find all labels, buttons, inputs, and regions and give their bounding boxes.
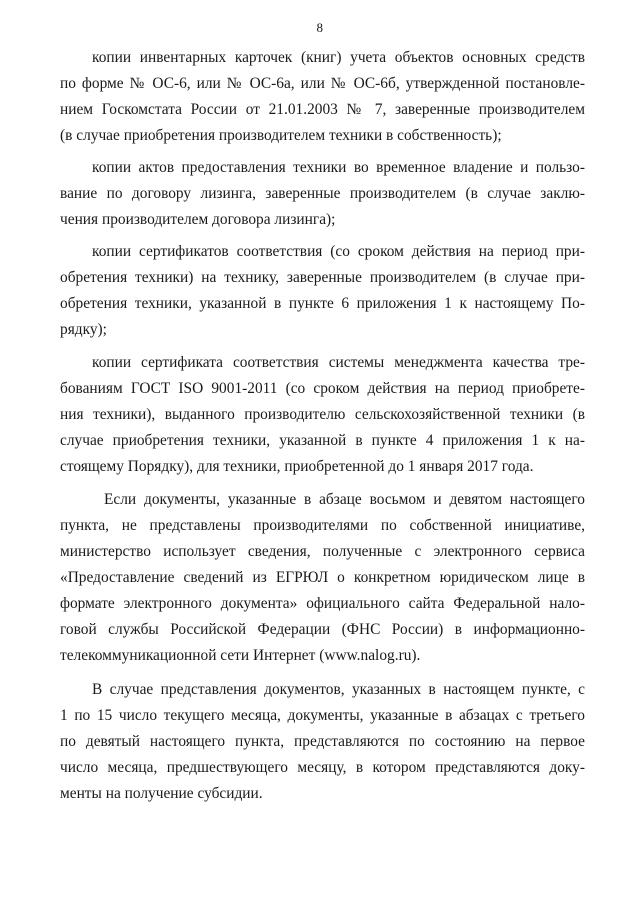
text-line: по девятый настоящего пункта, представляются по состоянию на первое xyxy=(60,733,585,750)
text-line: копии сертификатов соответствия (со сроком действия на период при- xyxy=(92,243,585,260)
text-line: обретения техники, указанной в пункте 6 приложения 1 к настоящему По- xyxy=(60,295,585,312)
text-line: 1 по 15 число текущего месяца, документы, указанные в абзацах с третьего xyxy=(60,707,585,724)
text-line: (в случае приобретения производителем техники в собственность); xyxy=(60,127,502,144)
text-line: по форме № ОС-6, или № ОС-6а, или № ОС-6б, утвержденной постановле- xyxy=(60,75,585,92)
text-line: стоящему Порядку), для техники, приобретенной до 1 января 2017 года. xyxy=(60,458,534,475)
text-line: случае приобретения техники, указанной в пункте 4 приложения 1 к на- xyxy=(60,432,585,449)
text-line: копии сертификата соответствия системы менеджмента качества тре- xyxy=(92,354,585,371)
text-line: число месяца, предшествующего месяцу, в котором представляются доку- xyxy=(60,759,585,776)
text-line: копии инвентарных карточек (книг) учета объектов основных средств xyxy=(92,49,585,66)
text-line: менты на получение субсидии. xyxy=(60,785,263,802)
text-line: телекоммуникационной сети Интернет (www.nalog.ru). xyxy=(60,647,421,664)
text-line: копии актов предоставления техники во временное владение и пользо- xyxy=(92,159,585,176)
text-line: вание по договору лизинга, заверенные производителем (в случае заклю- xyxy=(60,185,585,202)
text-line: пункта, не представлены производителями по собственной инициативе, xyxy=(60,517,585,534)
text-line: ния техники), выданного производителю сельскохозяйственной техники (в xyxy=(60,406,585,423)
text-line: Если документы, указанные в абзаце восьмом и девятом настоящего xyxy=(104,491,585,508)
text-line: министерство использует сведения, полученные с электронного сервиса xyxy=(60,543,585,560)
text-line: рядку); xyxy=(60,321,107,338)
text-line: чения производителем договора лизинга); xyxy=(60,211,336,228)
text-line: говой службы Российской Федерации (ФНС России) в информационно- xyxy=(60,621,585,638)
text-line: «Предоставление сведений из ЕГРЮЛ о конкретном юридическом лице в xyxy=(60,569,585,586)
text-line: В случае представления документов, указанных в настоящем пункте, с xyxy=(92,681,585,698)
text-line: обретения техники) на технику, заверенные производителем (в случае при- xyxy=(60,269,585,286)
text-line: формате электронного документа» официального сайта Федеральной нало- xyxy=(60,595,585,612)
text-line: бованиям ГОСТ ISO 9001-2011 (со сроком действия на период приобрете- xyxy=(60,380,585,397)
page-number: 8 xyxy=(316,20,324,35)
text-line: нием Госкомстата России от 21.01.2003 № 7, заверенные производителем xyxy=(60,101,585,118)
